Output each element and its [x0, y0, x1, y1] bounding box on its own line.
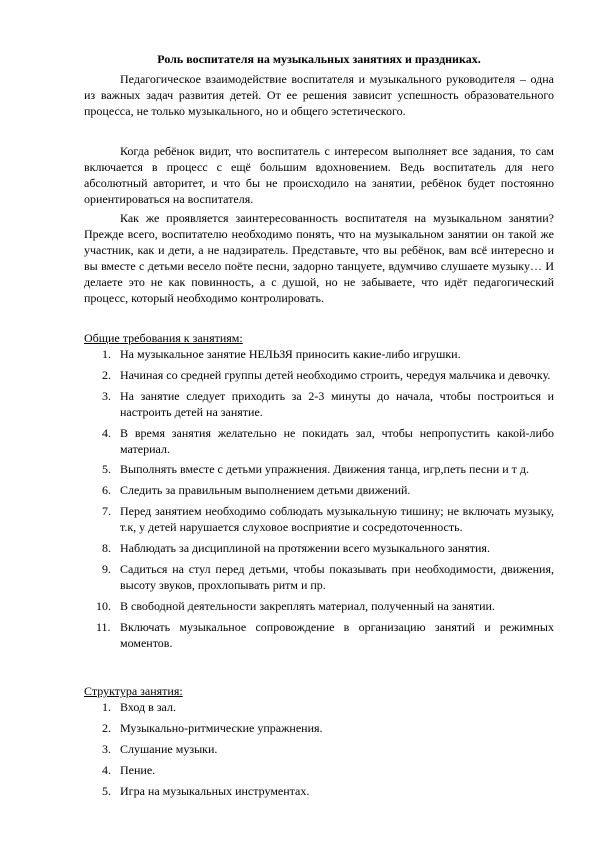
- list-item-text: Выполнять вместе с детьми упражнения. Движения танца, игр,петь песни и т д.: [120, 462, 529, 477]
- list-item-text: Наблюдать за дисциплиной на протяжении всего музыкального занятия.: [120, 541, 490, 556]
- requirements-list: [84, 347, 554, 657]
- structure-heading: Структура занятия:: [84, 684, 183, 698]
- list-item-number: 9.: [102, 561, 111, 576]
- structure-list: [84, 700, 554, 805]
- list-item-number: 4.: [102, 425, 111, 440]
- list-item-number: 10.: [96, 598, 111, 613]
- paragraph-3: Как же проявляется заинтересованность воспитателя на музыкальном занятии? Прежде всего, воспитателю необходимо понять, что на музыкальном занятии он такой же участник, как и дети, а не надзиратель. Представьте, что вы ребёнок, вам всё интересно и вы вместе с детьми весело поёте песни, задорно танцуете, вдумчиво слушаете музыку… И делаете это не как повинность, а с душой, но не забываете, что идёт педагогический процесс, который необходимо контролировать.: [84, 211, 554, 305]
- list-item: [84, 599, 554, 615]
- list-item-number: 3.: [102, 741, 111, 756]
- list-item: [84, 700, 554, 716]
- list-item: [84, 742, 554, 758]
- list-item-number: 5.: [102, 783, 111, 798]
- list-item-text: Включать музыкальное сопровождение в организацию занятий и режимных моментов.: [120, 619, 554, 650]
- list-item: [84, 721, 554, 737]
- list-item-text: Вход в зал.: [120, 700, 176, 714]
- paragraph-1: Педагогическое взаимодействие воспитателя и музыкального руководителя – одна из важных задач развития детей. От ее решения зависит успешность образовательного процесса, не только музыкального, но и общего эстетического.: [84, 72, 554, 118]
- document-title: Роль воспитателя на музыкальных занятиях и праздниках.: [157, 52, 481, 66]
- list-item: [84, 541, 554, 557]
- list-item: [84, 620, 554, 652]
- paragraph-2: Когда ребёнок видит, что воспитатель с интересом выполняет все задания, то сам включается в процесс с ещё большим вдохновением. Ведь воспитатель для него абсолютный авторитет, и что бы не происходило на занятии, ребёнок будет постоянно ориентироваться на воспитателя.: [84, 144, 554, 206]
- list-item: [84, 562, 554, 594]
- list-item-number: 4.: [102, 762, 111, 777]
- list-item-text: Пение.: [120, 762, 156, 777]
- list-item-text: Слушание музыки.: [120, 741, 218, 756]
- list-item-number: 1.: [102, 347, 111, 361]
- list-item-number: 3.: [102, 388, 111, 403]
- list-item: [84, 763, 554, 779]
- list-item: [84, 504, 554, 536]
- list-item-number: 1.: [102, 700, 111, 714]
- list-item-text: Садиться на стул перед детьми, чтобы показывать при необходимости, движения, высоту звуков, прохлопывать ритм и пр.: [120, 561, 554, 592]
- list-item-number: 7.: [102, 504, 111, 519]
- list-item-text: Игра на музыкальных инструментах.: [120, 783, 310, 798]
- list-item-number: 2.: [102, 720, 111, 735]
- list-item-text: Начиная со средней группы детей необходимо строить, чередуя мальчика и девочку.: [120, 367, 551, 382]
- list-item-text: Следить за правильным выполнением детьми движений.: [120, 483, 411, 498]
- list-item-number: 5.: [102, 462, 111, 477]
- list-item: [84, 462, 554, 478]
- list-item: [84, 347, 554, 363]
- list-item: [84, 389, 554, 421]
- list-item-number: 11.: [96, 619, 111, 634]
- list-item-text: В свободной деятельности закреплять материал, полученный на занятии.: [120, 598, 495, 613]
- list-item-text: Музыкально-ритмические упражнения.: [120, 720, 323, 735]
- requirements-heading: Общие требования к занятиям:: [84, 331, 243, 345]
- list-item-text: Перед занятием необходимо соблюдать музыкальную тишину; не включать музыку, т.к, у детей нарушается слуховое восприятие и сосредоточенность.: [120, 504, 554, 535]
- list-item-text: В время занятия желательно не покидать зал, чтобы непропустить какой-либо материал.: [120, 425, 554, 456]
- list-item: [84, 426, 554, 458]
- list-item: [84, 784, 554, 800]
- list-item-number: 6.: [102, 483, 111, 498]
- list-item: [84, 483, 554, 499]
- list-item-text: На музыкальное занятие НЕЛЬЗЯ приносить какие-либо игрушки.: [120, 347, 461, 361]
- list-item-text: На занятие следует приходить за 2-3 минуты до начала, чтобы построиться и настроить детей на занятие.: [120, 388, 554, 419]
- list-item: [84, 368, 554, 384]
- list-item-number: 2.: [102, 367, 111, 382]
- list-item-number: 8.: [102, 541, 111, 556]
